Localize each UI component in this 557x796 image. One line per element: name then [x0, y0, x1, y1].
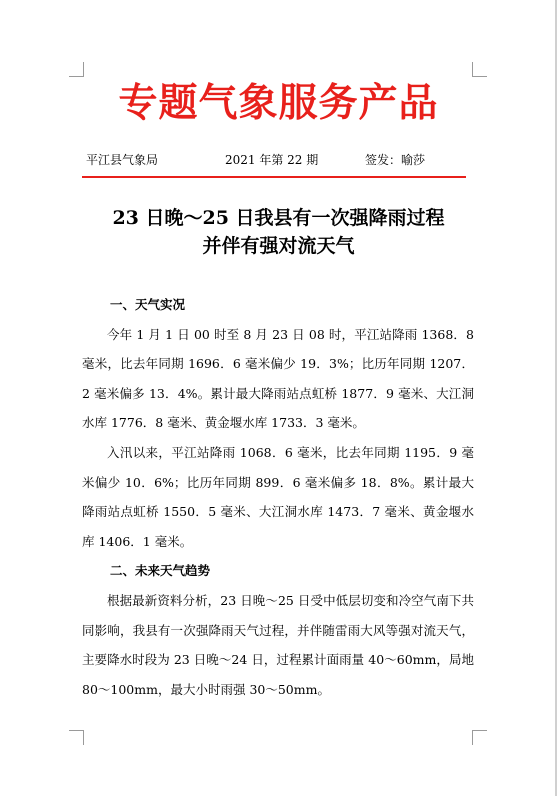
red-divider — [82, 176, 466, 178]
document-title — [0, 204, 557, 260]
crop-mark-bottom-right — [472, 730, 487, 745]
masthead-title: 专题气象服务产品 — [118, 81, 439, 126]
issue-line — [82, 150, 472, 170]
document-body — [82, 290, 474, 704]
issuer: 平江县气象局 — [86, 153, 159, 167]
title-line-1: 23 日晚～25 日我县有一次强降雨过程 — [112, 207, 445, 229]
crop-mark-top-left — [69, 62, 84, 77]
paragraph: 根据最新资料分析，23 日晚～25 日受中低层切变和冷空气南下共同影响，我县有一次强降雨天气过程，并伴随雷雨大风等强对流天气，主要降水时段为 23 日晚～24 日，过程累计面雨量 40～60mm，局地 80～100mm，最大小时雨强 30～50mm。 — [82, 592, 474, 697]
issue-number: 2021 年第 22 期 — [225, 153, 319, 167]
paragraph: 今年 1 月 1 日 00 时至 8 月 23 日 08 时，平江站降雨 1368．8 毫米，比去年同期 1696．6 毫米偏少 19．3%；比历年同期 1207．2 毫米偏多 13．4%。累计最大降雨站点虹桥 1877．9 毫米、大江洞水库 1776．8 毫米、黄金堰水库 1733．3 毫米。 — [82, 326, 474, 431]
paragraph: 入汛以来，平江站降雨 1068．6 毫米，比去年同期 1195．9 毫米偏少 10．6%；比历年同期 899．6 毫米偏多 18．8%。累计最大降雨站点虹桥 1550．5 毫米、大江洞水库 1473．7 毫米、黄金堰水库 1406．1 毫米。 — [82, 444, 474, 549]
section-heading: 一、天气实况 — [110, 297, 186, 312]
crop-mark-bottom-left — [69, 730, 84, 745]
crop-mark-top-right — [472, 62, 487, 77]
signer: 签发：喻莎 — [365, 153, 426, 167]
title-line-2: 并伴有强对流天气 — [202, 235, 355, 257]
section-heading: 二、未来天气趋势 — [110, 563, 211, 579]
